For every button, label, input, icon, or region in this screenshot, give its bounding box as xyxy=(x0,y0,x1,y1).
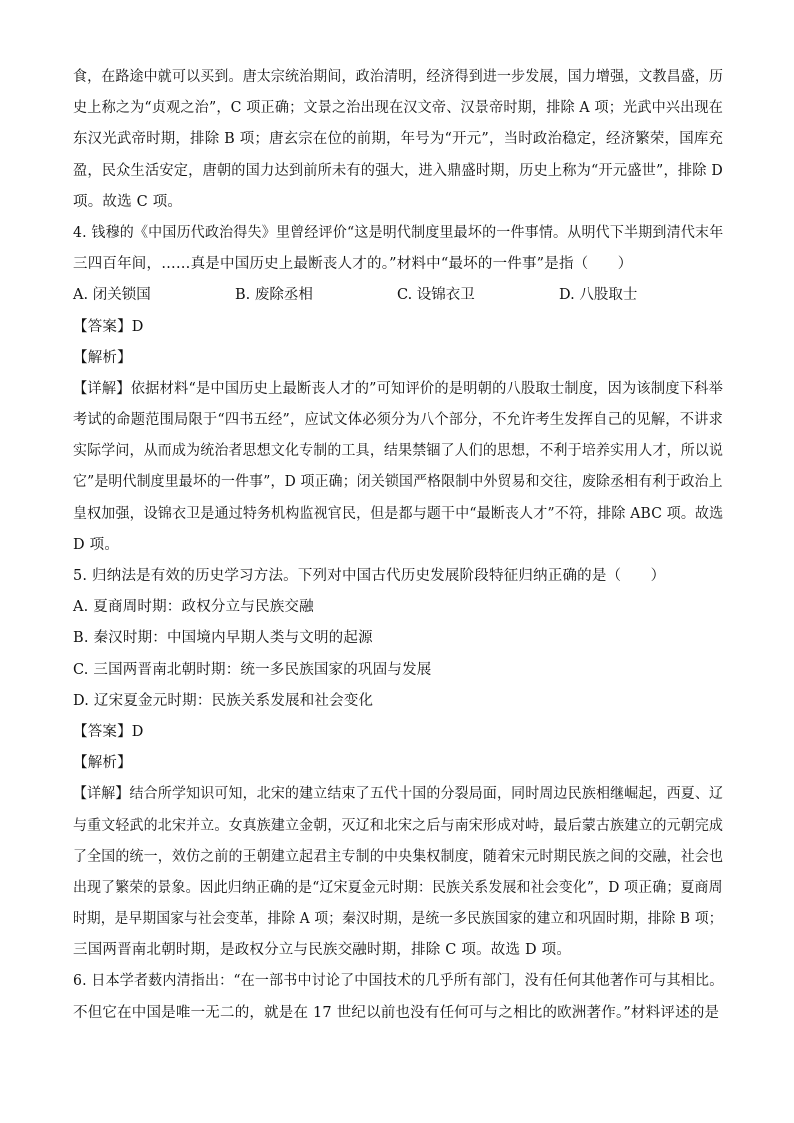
text-line: 它”是明代制度里最坏的一件事”，D 项正确；闭关锁国严格限制中外贸易和交往，废除丞相有利于政治上 xyxy=(73,474,723,491)
text-line: 东汉光武帝时期，排除 B 项；唐玄宗在位的前期，年号为“开元”，当时政治稳定，经济繁荣，国库充 xyxy=(73,131,724,148)
text-line: 【详解】结合所学知识可知，北宋的建立结束了五代十国的分裂局面，同时周边民族相继崛起，西夏、辽 xyxy=(73,786,724,803)
text-line: 【解析】 xyxy=(73,349,132,366)
text-block-lower xyxy=(73,312,723,1029)
text-line: 盈，民众生活安定，唐朝的国力达到前所未有的强大，进入鼎盛时期，历史上称为“开元盛世”，排除 D xyxy=(73,162,723,179)
text-line: 三国两晋南北朝时期，是政权分立与民族交融时期，排除 C 项。故选 D 项。 xyxy=(73,942,572,959)
text-line: 【答案】D xyxy=(73,318,144,335)
option-a: A. 闭关锁国 xyxy=(73,287,151,304)
text-line: 实际学问，从而成为统治者思想文化专制的工具，结果禁锢了人们的思想，不利于培养实用人才，所以说 xyxy=(73,443,724,460)
text-line: 【详解】依据材料“是中国历史上最断丧人才的”可知评价的是明朝的八股取士制度，因为该制度下科举 xyxy=(73,380,724,397)
text-line: 时期，是早期国家与社会变革，排除 A 项；秦汉时期，是统一多民族国家的建立和巩固时期，排除 B 项； xyxy=(73,911,723,928)
text-line: B. 秦汉时期：中国境内早期人类与文明的起源 xyxy=(73,630,373,647)
text-line: D. 辽宋夏金元时期：民族关系发展和社会变化 xyxy=(73,692,374,709)
text-line: 史上称之为“贞观之治”，C 项正确；文景之治出现在汉文帝、汉景帝时期，排除 A 项；光武中兴出现在 xyxy=(73,100,724,117)
text-line: 食，在路途中就可以买到。唐太宗统治期间，政治清明，经济得到进一步发展，国力增强，文教昌盛，历 xyxy=(73,69,724,85)
option-b: B. 废除丞相 xyxy=(235,287,313,304)
text-line: D 项。 xyxy=(73,536,120,553)
text-line: 了全国的统一，效仿之前的王朝建立起君主专制的中央集权制度，随着宋元时期民族之间的交融，社会也 xyxy=(73,848,724,865)
text-line: 5. 归纳法是有效的历史学习方法。下列对中国古代历史发展阶段特征归纳正确的是（ ） xyxy=(73,568,666,584)
option-c: C. 设锦衣卫 xyxy=(397,287,475,304)
text-line: 4. 钱穆的《中国历代政治得失》里曾经评价“这是明代制度里最坏的一件事情。从明代下半期到清代末年 xyxy=(73,224,724,241)
text-block-upper xyxy=(73,62,723,280)
text-line: 【解析】 xyxy=(73,755,132,772)
text-line: 不但它在中国是唯一无二的，就是在 17 世纪以前也没有任何可与之相比的欧洲著作。”材料评述的是 xyxy=(73,1004,720,1021)
text-line: C. 三国两晋南北朝时期：统一多民族国家的巩固与发展 xyxy=(73,661,432,678)
question-4-options xyxy=(73,280,723,311)
text-line: 皇权加强，设锦衣卫是通过特务机构监视官民，但是都与题干中“最断丧人才”不符，排除 ABC 项。故选 xyxy=(73,505,724,522)
text-line: 三四百年间，……真是中国历史上最断丧人才的。”材料中“最坏的一件事”是指（ ） xyxy=(73,256,633,273)
text-line: 考试的命题范围局限于“四书五经”，应试文体必须分为八个部分，不允许考生发挥自己的见解，不讲求 xyxy=(73,412,724,429)
text-line: 6. 日本学者薮内清指出：“在一部书中讨论了中国技术的几乎所有部门，没有任何其他著作可与其相比。 xyxy=(73,973,724,990)
option-d: D. 八股取士 xyxy=(559,287,638,304)
text-line: 【答案】D xyxy=(73,723,144,740)
text-line: A. 夏商周时期：政权分立与民族交融 xyxy=(73,599,314,616)
document-page xyxy=(73,62,723,1029)
text-line: 项。故选 C 项。 xyxy=(73,193,183,210)
text-line: 出现了繁荣的景象。因此归纳正确的是“辽宋夏金元时期：民族关系发展和社会变化”，D 项正确；夏商周 xyxy=(73,879,723,896)
text-line: 与重文轻武的北宋并立。女真族建立金朝，灭辽和北宋之后与南宋形成对峙，最后蒙古族建立的元朝完成 xyxy=(73,817,724,834)
